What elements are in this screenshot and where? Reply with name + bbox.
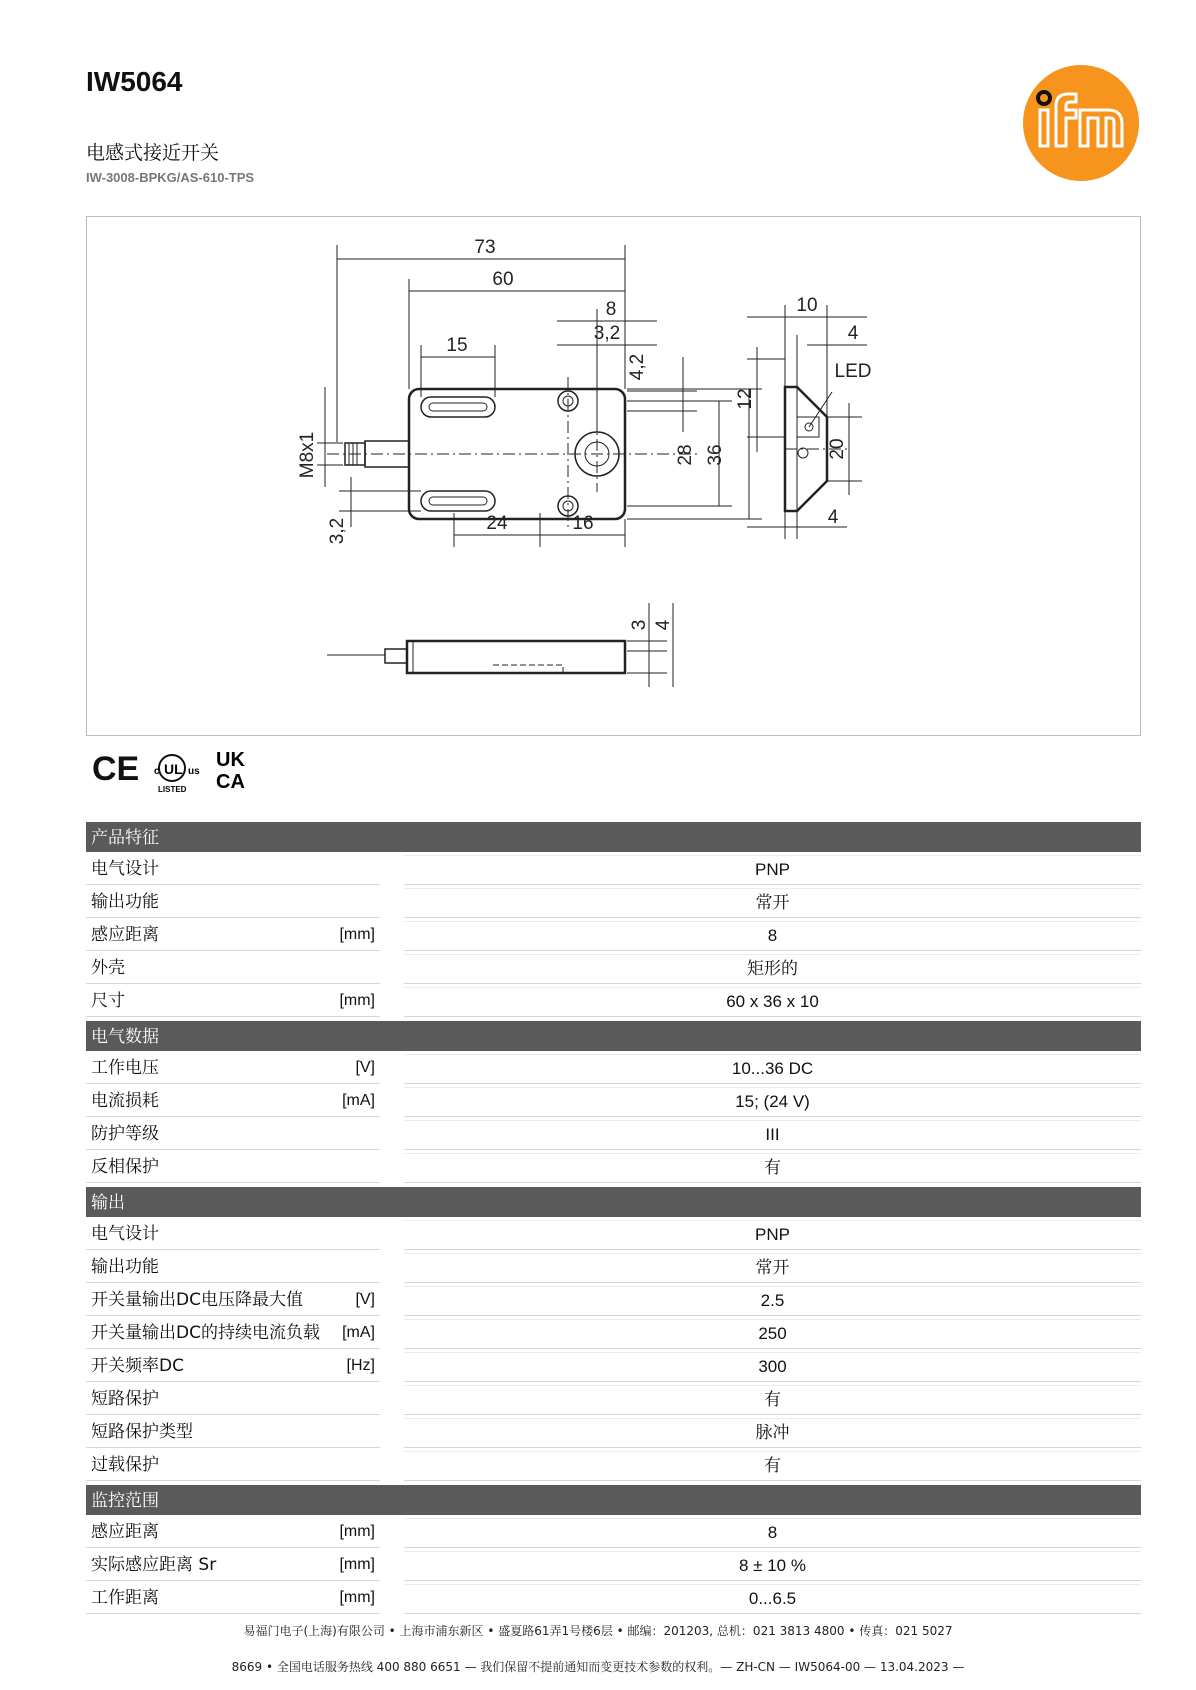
spec-label-cell (86, 1054, 380, 1084)
spec-label: 开关频率DC (91, 1356, 184, 1376)
dim-3-2-left: 3,2 (327, 517, 348, 545)
spec-row (86, 1253, 1141, 1283)
spec-label-cell (86, 987, 380, 1017)
spec-unit (369, 891, 375, 914)
dim-8: 8 (605, 299, 617, 320)
dim-20: 20 (827, 438, 848, 460)
spec-row (86, 1385, 1141, 1415)
spec-row (86, 1120, 1141, 1150)
spec-label-cell (86, 1253, 380, 1283)
section-header: 电气数据 (86, 1021, 1141, 1051)
spec-row (86, 1518, 1141, 1548)
spec-unit (369, 1454, 375, 1477)
spec-row (86, 855, 1141, 885)
spec-row (86, 1054, 1141, 1084)
spec-label-cell (86, 1551, 380, 1581)
spec-label-cell (86, 888, 380, 918)
spec-label: 短路保护类型 (91, 1422, 193, 1442)
spec-label: 防护等级 (91, 1124, 159, 1144)
spec-unit (369, 1156, 375, 1179)
spec-value: 有 (404, 1153, 1141, 1183)
dim-10: 10 (796, 295, 818, 316)
spec-value: 2.5 (404, 1286, 1141, 1316)
ifm-logo (1022, 64, 1140, 182)
spec-row (86, 1418, 1141, 1448)
spec-label: 电气设计 (91, 1224, 159, 1244)
spec-row (86, 1352, 1141, 1382)
spec-label: 尺寸 (91, 991, 125, 1011)
dim-28: 28 (675, 444, 696, 466)
spec-label: 开关量输出DC电压降最大值 (91, 1290, 303, 1310)
spec-label: 输出功能 (91, 1257, 159, 1277)
spec-value: III (404, 1120, 1141, 1150)
spec-row (86, 987, 1141, 1017)
ukca-bottom: CA (216, 771, 245, 793)
spec-label: 输出功能 (91, 892, 159, 912)
spec-value: 8 ± 10 % (404, 1551, 1141, 1581)
spec-value: 8 (404, 1518, 1141, 1548)
spec-label-cell (86, 855, 380, 885)
spec-label-cell (86, 1385, 380, 1415)
spec-unit (369, 1388, 375, 1411)
dim-73: 73 (474, 237, 496, 258)
spec-row (86, 1451, 1141, 1481)
section-header: 产品特征 (86, 822, 1141, 852)
ul-c: c (154, 766, 160, 777)
spec-value: PNP (404, 1220, 1141, 1250)
dim-12: 12 (735, 388, 756, 410)
specifications-table (86, 822, 1141, 1614)
spec-value: 250 (404, 1319, 1141, 1349)
spec-label-cell (86, 1319, 380, 1349)
spec-row (86, 1319, 1141, 1349)
spec-label-cell (86, 1153, 380, 1183)
spec-label-cell (86, 1087, 380, 1117)
dim-24: 24 (486, 513, 508, 534)
spec-value: 矩形的 (404, 954, 1141, 984)
dim-3-2-top: 3,2 (593, 323, 621, 344)
dimension-drawing (86, 216, 1141, 736)
spec-label-cell (86, 1286, 380, 1316)
spec-row (86, 1551, 1141, 1581)
spec-row (86, 1286, 1141, 1316)
ul-us: us (188, 766, 200, 777)
spec-unit: [Hz] (346, 1357, 375, 1374)
dim-3-bottom: 3 (629, 619, 650, 631)
spec-label: 开关量输出DC的持续电流负载 (91, 1323, 320, 1343)
spec-label: 短路保护 (91, 1389, 159, 1409)
spec-label: 工作距离 (91, 1588, 159, 1608)
spec-value: 常开 (404, 888, 1141, 918)
spec-unit: [mm] (339, 992, 375, 1009)
spec-unit: [V] (355, 1059, 375, 1076)
dim-4-bottom-view: 4 (653, 619, 674, 631)
dim-60: 60 (492, 269, 514, 290)
spec-label-cell (86, 1518, 380, 1548)
spec-value: 60 x 36 x 10 (404, 987, 1141, 1017)
spec-unit (369, 1123, 375, 1146)
certification-logos (92, 744, 262, 794)
spec-row (86, 888, 1141, 918)
ukca-top: UK (216, 749, 245, 771)
spec-label-cell (86, 1584, 380, 1614)
spec-unit (369, 1421, 375, 1444)
spec-row (86, 1087, 1141, 1117)
spec-label-cell (86, 1451, 380, 1481)
spec-unit (369, 1223, 375, 1246)
spec-row (86, 1220, 1141, 1250)
ul-mark: UL (164, 761, 183, 777)
spec-label-cell (86, 921, 380, 951)
product-title: IW5064 (86, 66, 183, 97)
spec-value: 15; (24 V) (404, 1087, 1141, 1117)
led-label: LED (834, 361, 872, 382)
spec-value: PNP (404, 855, 1141, 885)
dim-4-2: 4,2 (627, 353, 648, 381)
spec-label-cell (86, 1418, 380, 1448)
spec-unit: [mA] (342, 1092, 375, 1109)
spec-label-cell (86, 1352, 380, 1382)
spec-label-cell (86, 1220, 380, 1250)
spec-unit: [mm] (339, 1589, 375, 1606)
spec-label-cell (86, 1120, 380, 1150)
spec-unit (369, 858, 375, 881)
spec-label-cell (86, 954, 380, 984)
dim-4-top: 4 (847, 323, 859, 344)
dim-36: 36 (705, 444, 726, 466)
spec-label: 实际感应距离 Sr (91, 1555, 217, 1575)
dim-16: 16 (572, 513, 594, 534)
spec-unit: [mm] (339, 1523, 375, 1540)
spec-value: 300 (404, 1352, 1141, 1382)
spec-label: 感应距离 (91, 1522, 159, 1542)
spec-unit: [V] (355, 1291, 375, 1308)
spec-label: 电气设计 (91, 859, 159, 879)
spec-unit (369, 957, 375, 980)
section-header: 监控范围 (86, 1485, 1141, 1515)
spec-row (86, 1153, 1141, 1183)
spec-unit: [mm] (339, 926, 375, 943)
spec-label: 电流损耗 (91, 1091, 159, 1111)
spec-label: 外壳 (91, 958, 125, 978)
section-header: 输出 (86, 1187, 1141, 1217)
spec-label: 过载保护 (91, 1455, 159, 1475)
footer-line-1: 易福门电子(上海)有限公司 • 上海市浦东新区 • 盛夏路61弄1号楼6层 • 邮编：201203, 总机：021 3813 4800 • 传真：021 5027 (243, 1624, 953, 1638)
spec-unit: [mA] (342, 1324, 375, 1341)
product-subtitle: 电感式接近开关 (86, 142, 220, 164)
spec-value: 8 (404, 921, 1141, 951)
spec-value: 0...6.5 (404, 1584, 1141, 1614)
spec-unit: [mm] (339, 1556, 375, 1573)
spec-value: 10...36 DC (404, 1054, 1141, 1084)
spec-unit (369, 1256, 375, 1279)
spec-value: 常开 (404, 1253, 1141, 1283)
spec-value: 有 (404, 1451, 1141, 1481)
ce-mark: CE (92, 750, 140, 788)
dim-15: 15 (446, 335, 468, 356)
spec-row (86, 921, 1141, 951)
dim-4-bottom: 4 (827, 507, 839, 528)
spec-row (86, 954, 1141, 984)
spec-value: 脉冲 (404, 1418, 1141, 1448)
dim-m8x1: M8x1 (297, 431, 318, 479)
footer-line-2: 8669 • 全国电话服务热线 400 880 6651 — 我们保留不提前通知而变更技术参数的权利。— ZH-CN — IW5064-00 — 13.04.2023 — (231, 1660, 965, 1674)
spec-row (86, 1584, 1141, 1614)
spec-value: 有 (404, 1385, 1141, 1415)
spec-label: 感应距离 (91, 925, 159, 945)
product-code: IW-3008-BPKG/AS-610-TPS (86, 170, 255, 185)
spec-label: 工作电压 (91, 1058, 159, 1078)
spec-label: 反相保护 (91, 1157, 159, 1177)
ul-listed: LISTED (158, 785, 187, 794)
